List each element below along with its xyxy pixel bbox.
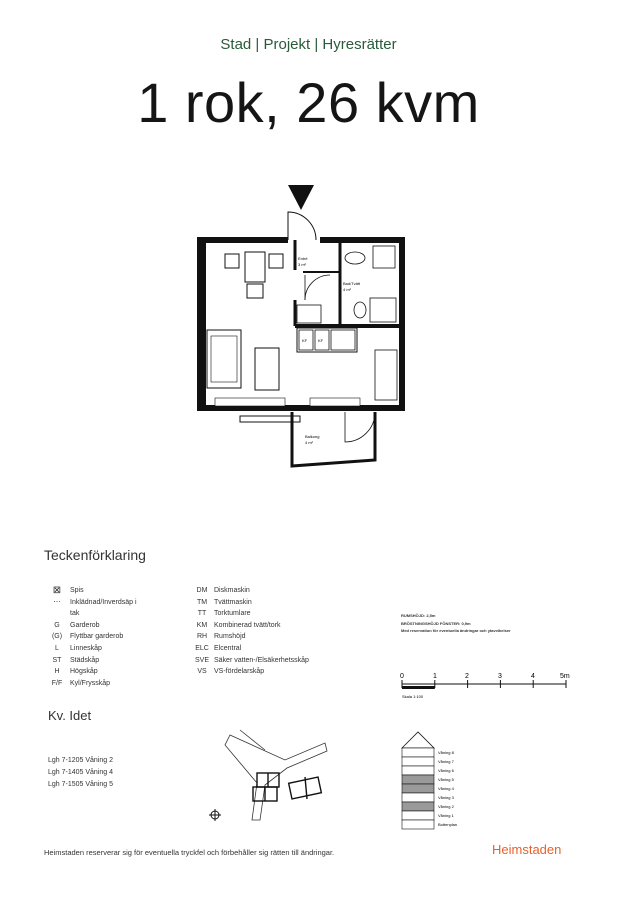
scale-bar <box>398 668 578 708</box>
legend-item: KM Kombinerad tvätt/tork <box>196 621 281 629</box>
legend-item: L Linneskåp <box>55 644 102 652</box>
legend-title: Teckenförklaring <box>44 547 146 563</box>
site-map <box>205 725 345 830</box>
kf-label: KF <box>302 338 308 343</box>
scale-tick: 0 <box>400 673 404 680</box>
floor-stack-diagram <box>398 728 473 832</box>
floor-row <box>402 802 434 811</box>
legend-item: ⋯ Inklädnad/Inverdsäp i <box>53 598 137 606</box>
kv-line: Lgh 7-1505 Våning 5 <box>48 781 113 788</box>
brand-logo: Heimstaden <box>492 842 562 857</box>
balcony-label: Balkong <box>305 434 320 439</box>
legend-item: tak <box>70 610 80 618</box>
scale-tick: 3 <box>498 673 502 680</box>
page-title: 1 rok, 26 kvm <box>137 71 480 134</box>
floor-label: Våning 1 <box>438 813 454 818</box>
floor-row <box>402 775 434 784</box>
scale-tick: 1 <box>433 673 437 680</box>
roof-shape <box>402 732 434 748</box>
bath-label: Bad/Tvätt <box>343 281 361 286</box>
hall-area: 3 m² <box>298 262 306 267</box>
kv-list <box>48 755 113 791</box>
legend-item: DM Diskmaskin <box>196 587 250 594</box>
note-reservation: Med reservation för eventuella ändringar och ytavvikelser <box>401 628 511 633</box>
legend-item: ST Städskåp <box>52 656 100 664</box>
floor-label: Våning 3 <box>438 795 454 800</box>
legend-item: TM Tvättmaskin <box>196 598 252 606</box>
kv-line: Lgh 7-1205 Våning 2 <box>48 757 113 764</box>
floor-row <box>402 757 434 766</box>
kv-title: Kv. Idet <box>48 708 92 723</box>
balcony-area: 4 m² <box>305 440 313 445</box>
scale-tick: 2 <box>465 673 469 680</box>
legend-item: F/F Kyl/Frysskåp <box>51 679 111 687</box>
legend-item: RH Rumshöjd <box>196 633 246 641</box>
legend-item: VS VS-fördelarskåp <box>197 668 265 676</box>
floor-label: Våning 4 <box>438 786 454 791</box>
entrance-arrow-icon <box>288 185 314 210</box>
floor-row <box>402 784 434 793</box>
legend-item: SVE Säker vatten-/Elsäkerhetsskåp <box>194 656 309 664</box>
scale-tick: 5m <box>560 673 570 680</box>
legend-item: ELC Elcentral <box>195 644 242 652</box>
floor-row <box>402 811 434 820</box>
floor-label: Våning 5 <box>438 777 454 782</box>
note-window-height: BRÖSTNINGSHÖJD FÖNSTER: 0,9m <box>401 620 471 626</box>
floor-label: Våning 8 <box>438 750 454 755</box>
legend-item: H Högskåp <box>54 668 98 676</box>
legend-column-1 <box>44 585 137 689</box>
scale-tick: 4 <box>531 673 535 680</box>
bath-area: 4 m² <box>343 287 351 292</box>
disclaimer: Heimstaden reserverar sig för eventuella tryckfel och förbehåller sig rätten till ändringar. <box>44 848 335 857</box>
note-ceiling-height: RUMSHÖJD: 2,5m <box>401 613 436 618</box>
legend-item: TT Torktumlare <box>197 610 251 618</box>
building-block <box>289 777 322 799</box>
breadcrumb: Stad | Projekt | Hyresrätter <box>220 36 397 53</box>
legend-item: (G) Flyttbar garderob <box>51 633 124 641</box>
floor-label: Våning 2 <box>438 804 454 809</box>
hall-label: Entré <box>298 256 308 261</box>
legend-item: G Garderob <box>54 621 100 629</box>
notes <box>401 612 511 635</box>
floor-label: Bottenplan <box>438 822 458 827</box>
legend-column-2 <box>190 585 309 678</box>
floor-label: Våning 6 <box>438 768 454 773</box>
legend-item: ⊠ Spis <box>52 585 84 596</box>
floor-row <box>402 748 434 757</box>
kv-line: Lgh 7-1405 Våning 4 <box>48 769 113 776</box>
scale-caption: Skala 1:100 <box>402 694 424 699</box>
floor-label: Våning 7 <box>438 759 454 764</box>
floor-plan <box>185 180 425 470</box>
kf-label-2: KF <box>318 338 324 343</box>
floor-row <box>402 793 434 802</box>
floor-row <box>402 820 434 829</box>
floor-row <box>402 766 434 775</box>
